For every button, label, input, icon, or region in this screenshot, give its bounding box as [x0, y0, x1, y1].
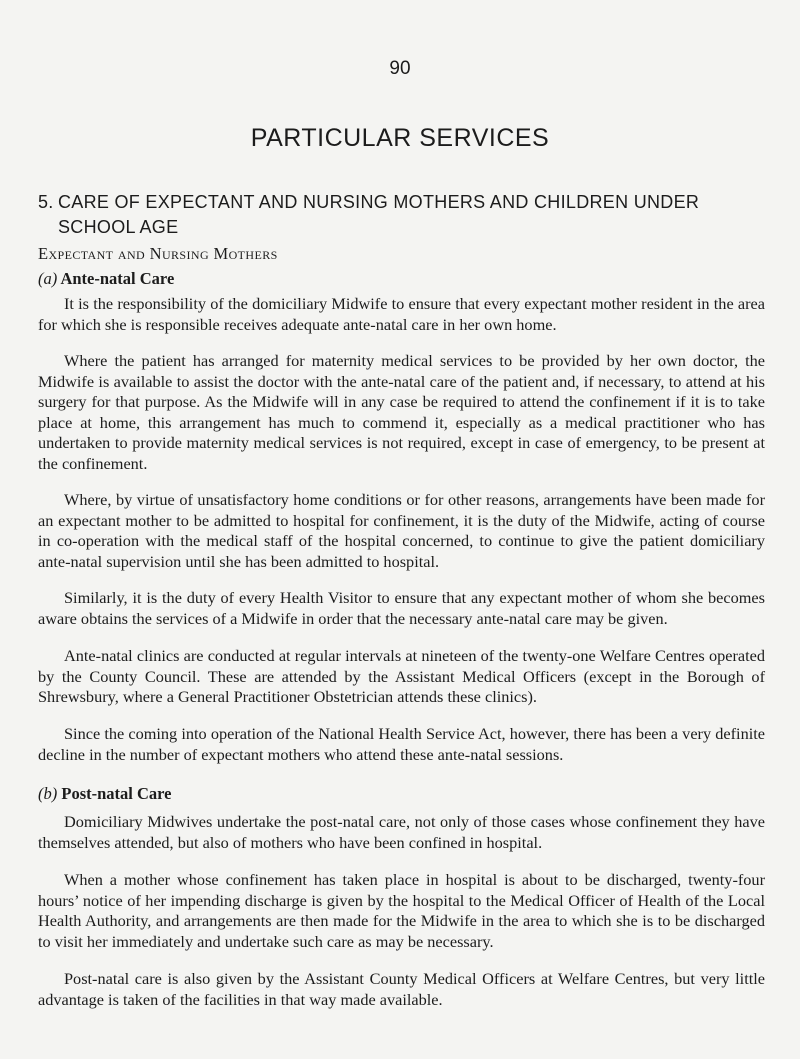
antenatal-paragraph-6: [38, 724, 765, 765]
postnatal-heading-block: [38, 784, 765, 805]
antenatal-paragraph-4: [38, 588, 765, 629]
antenatal-mark: (a): [38, 269, 58, 288]
section-number: 5.: [38, 192, 54, 212]
paragraph: Similarly, it is the duty of every Health Visitor to ensure that any expectant mother of whom she becomes aware obtains the services of a Midwife in order that the necessary ante-natal care may be given.: [38, 588, 765, 628]
postnatal-mark: (b): [38, 784, 58, 803]
page-title: PARTICULAR SERVICES: [250, 124, 550, 152]
antenatal-paragraph-2: [38, 351, 765, 475]
paragraph: Where, by virtue of unsatisfactory home conditions or for other reasons, arrangements have been made for an expectant mother to be admitted to hospital for confinement, it is the duty of the Midwife, acting of course in co-operation with the medical staff of the hospital concerned, to continue to give the patient domiciliary ante-natal supervision until she has been admitted to hospital.: [38, 490, 765, 571]
page-number: 90: [389, 58, 411, 79]
postnatal-paragraph-3: [38, 969, 765, 1010]
paragraph: Ante-natal clinics are conducted at regular intervals at nineteen of the twenty-one Welfare Centres operated by the County Council. These are attended by the Assistant Medical Officers (except in the Borough of Shrewsbury, where a General Practitioner Obstetrician attends these clinics).: [38, 646, 765, 707]
postnatal-paragraph-1: [38, 812, 765, 853]
antenatal-paragraph-3: [38, 490, 765, 572]
paragraph: It is the responsibility of the domiciliary Midwife to ensure that every expectant mother resident in the area for which she is responsible receives adequate ante-natal care in her own home.: [38, 294, 765, 334]
paragraph: Domiciliary Midwives undertake the post-natal care, not only of those cases whose confinement they have themselves attended, but also of mothers who have been confined in hospital.: [38, 812, 765, 852]
paragraph: Since the coming into operation of the National Health Service Act, however, there has been a very definite decline in the number of expectant mothers who attend these ante-natal sessions.: [38, 724, 765, 764]
postnatal-heading-text: Post-natal Care: [61, 784, 172, 803]
antenatal-paragraph-5: [38, 646, 765, 708]
postnatal-heading: [38, 784, 765, 805]
section-heading: [38, 190, 768, 240]
antenatal-paragraph-1: [38, 294, 765, 335]
subsection-heading: Expectant and Nursing Mothers: [38, 244, 278, 263]
postnatal-paragraph-2: [38, 870, 765, 952]
paragraph: When a mother whose confinement has taken place in hospital is about to be discharged, twenty-four hours’ notice of her impending discharge is given by the hospital to the Medical Officer of Health of the Local Health Authority, and arrangements are then made for the Midwife in the area to which she is to be discharged to visit her immediately and undertake such care as may be necessary.: [38, 870, 765, 951]
antenatal-heading-block: [38, 269, 765, 290]
antenatal-heading-text: Ante-natal Care: [60, 269, 175, 288]
antenatal-heading: [38, 269, 765, 290]
section-heading-line1: CARE OF EXPECTANT AND NURSING MOTHERS AND CHILDREN UNDER: [58, 192, 700, 212]
section-heading-line2: SCHOOL AGE: [58, 217, 179, 237]
paragraph: Post-natal care is also given by the Assistant County Medical Officers at Welfare Centres, but very little advantage is taken of the facilities in that way made available.: [38, 969, 765, 1009]
paragraph: Where the patient has arranged for maternity medical services to be provided by her own doctor, the Midwife is available to assist the doctor with the ante-natal care of the patient and, if necessary, to attend at his surgery for that purpose. As the Midwife will in any case be required to attend the confinement if it is to take place at home, this arrangement has much to commend it, especially as a medical practitioner who has undertaken to provide maternity medical services is not required, except in case of emergency, to be present at the confinement.: [38, 351, 765, 473]
